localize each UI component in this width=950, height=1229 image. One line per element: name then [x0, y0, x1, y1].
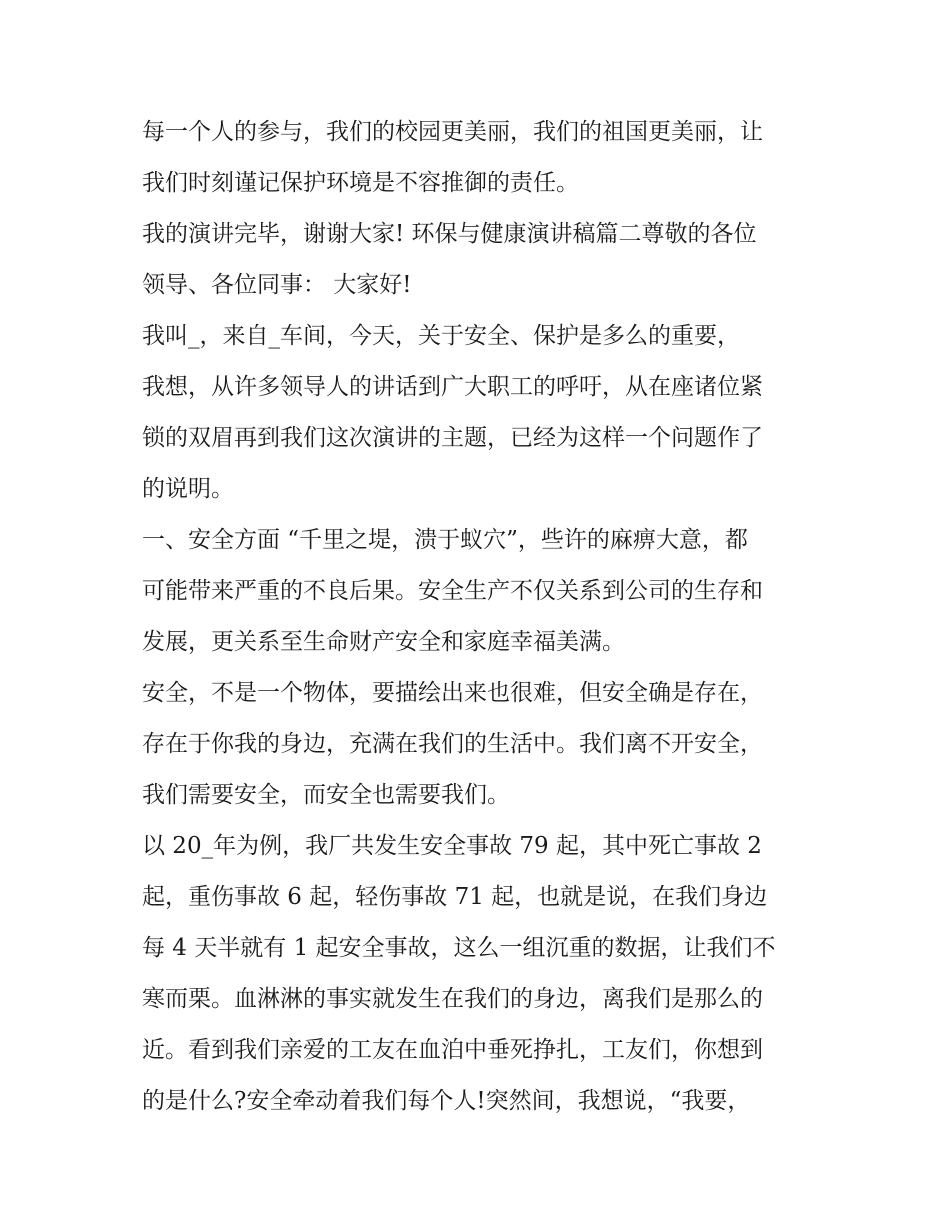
text-line: 我们时刻谨记保护环境是不容推御的责任。: [142, 170, 579, 196]
text-line: 安全，不是一个物体，要描绘出来也很难，但安全确是存在，: [142, 680, 763, 706]
text-line: 我叫_，来自_车间，今天，关于安全、保护是多么的重要，: [142, 323, 740, 349]
document-body: [142, 107, 822, 1127]
text-line: 的说明。: [142, 476, 234, 502]
text-line: 我的演讲完毕，谢谢大家! 环保与健康演讲稿篇二尊敬的各位: [142, 221, 757, 247]
text-line: 锁的双眉再到我们这次演讲的主题，已经为这样一个问题作了: [142, 425, 763, 451]
text-line: 每一个人的参与，我们的校园更美丽，我们的祖国更美丽，让: [142, 119, 763, 145]
text-line: 一、安全方面 “千里之堤，溃于蚁穴”，些许的麻痹大意，都: [142, 527, 748, 553]
text-line: 起，重伤事故 6 起，轻伤事故 71 起，也就是说，在我们身边: [142, 884, 768, 910]
text-line: 发展，更关系至生命财产安全和家庭幸福美满。: [142, 629, 625, 655]
text-line: 我想，从许多领导人的讲话到广大职工的呼吁，从在座诸位紧: [142, 374, 763, 400]
text-line: 存在于你我的身边，充满在我们的生活中。我们离不开安全，: [142, 731, 763, 757]
text-line: 我们需要安全，而安全也需要我们。: [142, 782, 510, 808]
text-line: 可能带来严重的不良后果。安全生产不仅关系到公司的生存和: [142, 578, 763, 604]
text-line: 近。看到我们亲爱的工友在血泊中垂死挣扎，工友们，你想到: [142, 1037, 763, 1063]
text-line: 以 20_年为例，我厂共发生安全事故 79 起，其中死亡事故 2: [142, 833, 762, 859]
text-line: 的是什么?安全牵动着我们每个人!突然间，我想说，“我要，: [142, 1088, 751, 1114]
text-line: 寒而栗。血淋淋的事实就发生在我们的身边，离我们是那么的: [142, 986, 763, 1012]
text-line: 领导、各位同事： 大家好!: [142, 272, 412, 298]
text-line: 每 4 天半就有 1 起安全事故，这么一组沉重的数据，让我们不: [142, 935, 776, 961]
